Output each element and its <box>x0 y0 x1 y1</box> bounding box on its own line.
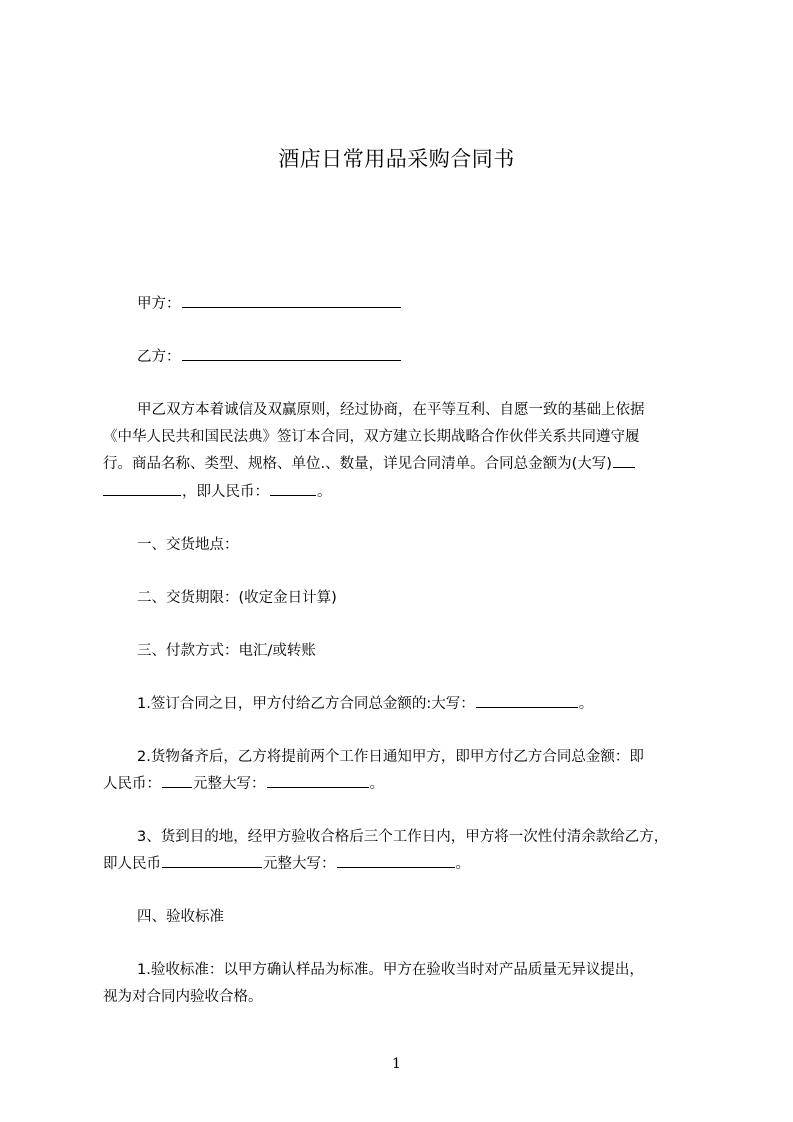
section-acceptance-standard: 四、验收标准 <box>137 909 224 925</box>
payment-1-blank <box>476 693 578 708</box>
section-delivery-location: 一、交货地点： <box>137 537 239 553</box>
intro-line-4 <box>103 480 332 501</box>
payment-1-end: 。 <box>578 696 594 712</box>
payment-2-end: 。 <box>369 776 384 792</box>
party-a-label: 甲方： <box>137 296 181 312</box>
payment-2-capital-label: 元整大写： <box>193 776 266 792</box>
payment-item-3-line-1: 3、货到目的地，经甲方验收合格后三个工作日内，甲方将一次性付清余款给乙方， <box>137 829 669 845</box>
section-delivery-period: 二、交货期限：(收定金日计算) <box>137 590 337 606</box>
payment-3-end: 。 <box>455 856 470 872</box>
payment-item-1 <box>137 692 593 713</box>
payment-2-rmb-blank <box>162 773 192 788</box>
payment-3-rmb-label: 即人民币 <box>103 856 161 872</box>
intro-line-4-end: 。 <box>317 484 332 500</box>
rmb-amount-blank <box>270 481 316 496</box>
party-a-line <box>137 292 402 313</box>
payment-2-rmb-label: 人民币： <box>103 776 161 792</box>
party-b-line <box>137 345 402 366</box>
payment-item-2-line-1: 2.货物备齐后，乙方将提前两个工作日通知甲方，即甲方付乙方合同总金额：即 <box>137 749 644 765</box>
acceptance-item-1-line-1: 1.验收标准：以甲方确认样品为标准。甲方在验收当时对产品质量无异议提出， <box>137 962 644 978</box>
payment-1-text: 1.签订合同之日，甲方付给乙方合同总金额的:大写： <box>137 696 475 712</box>
document-title: 酒店日常用品采购合同书 <box>278 147 515 171</box>
payment-3-capital-blank <box>337 853 455 868</box>
payment-item-2-line-2 <box>103 772 384 793</box>
payment-2-capital-blank <box>267 773 369 788</box>
intro-line-2: 《中华人民共和国民法典》签订本合同，双方建立长期战略合作伙伴关系共同遵守履 <box>103 429 640 445</box>
intro-line-1: 甲乙双方本着诚信及双赢原则，经过协商，在平等互利、自愿一致的基础上依据 <box>137 402 645 418</box>
total-amount-blank-a <box>613 453 635 468</box>
payment-3-rmb-blank <box>162 853 262 868</box>
party-a-blank <box>182 293 401 308</box>
total-amount-blank-b <box>103 481 181 496</box>
intro-line-4-text: ，即人民币： <box>182 484 269 500</box>
party-b-label: 乙方： <box>137 349 181 365</box>
acceptance-item-1-line-2: 视为对合同内验收合格。 <box>103 989 263 1005</box>
section-payment-method: 三、付款方式：电汇/或转账 <box>137 643 316 659</box>
intro-line-3-text: 行。商品名称、类型、规格、单位.、数量，详见合同清单。合同总金额为(大写) <box>103 456 612 472</box>
intro-line-3 <box>103 452 636 473</box>
party-b-blank <box>182 346 401 361</box>
page-number: 1 <box>392 1056 401 1072</box>
payment-item-3-line-2 <box>103 852 470 873</box>
payment-3-capital-label: 元整大写： <box>263 856 336 872</box>
